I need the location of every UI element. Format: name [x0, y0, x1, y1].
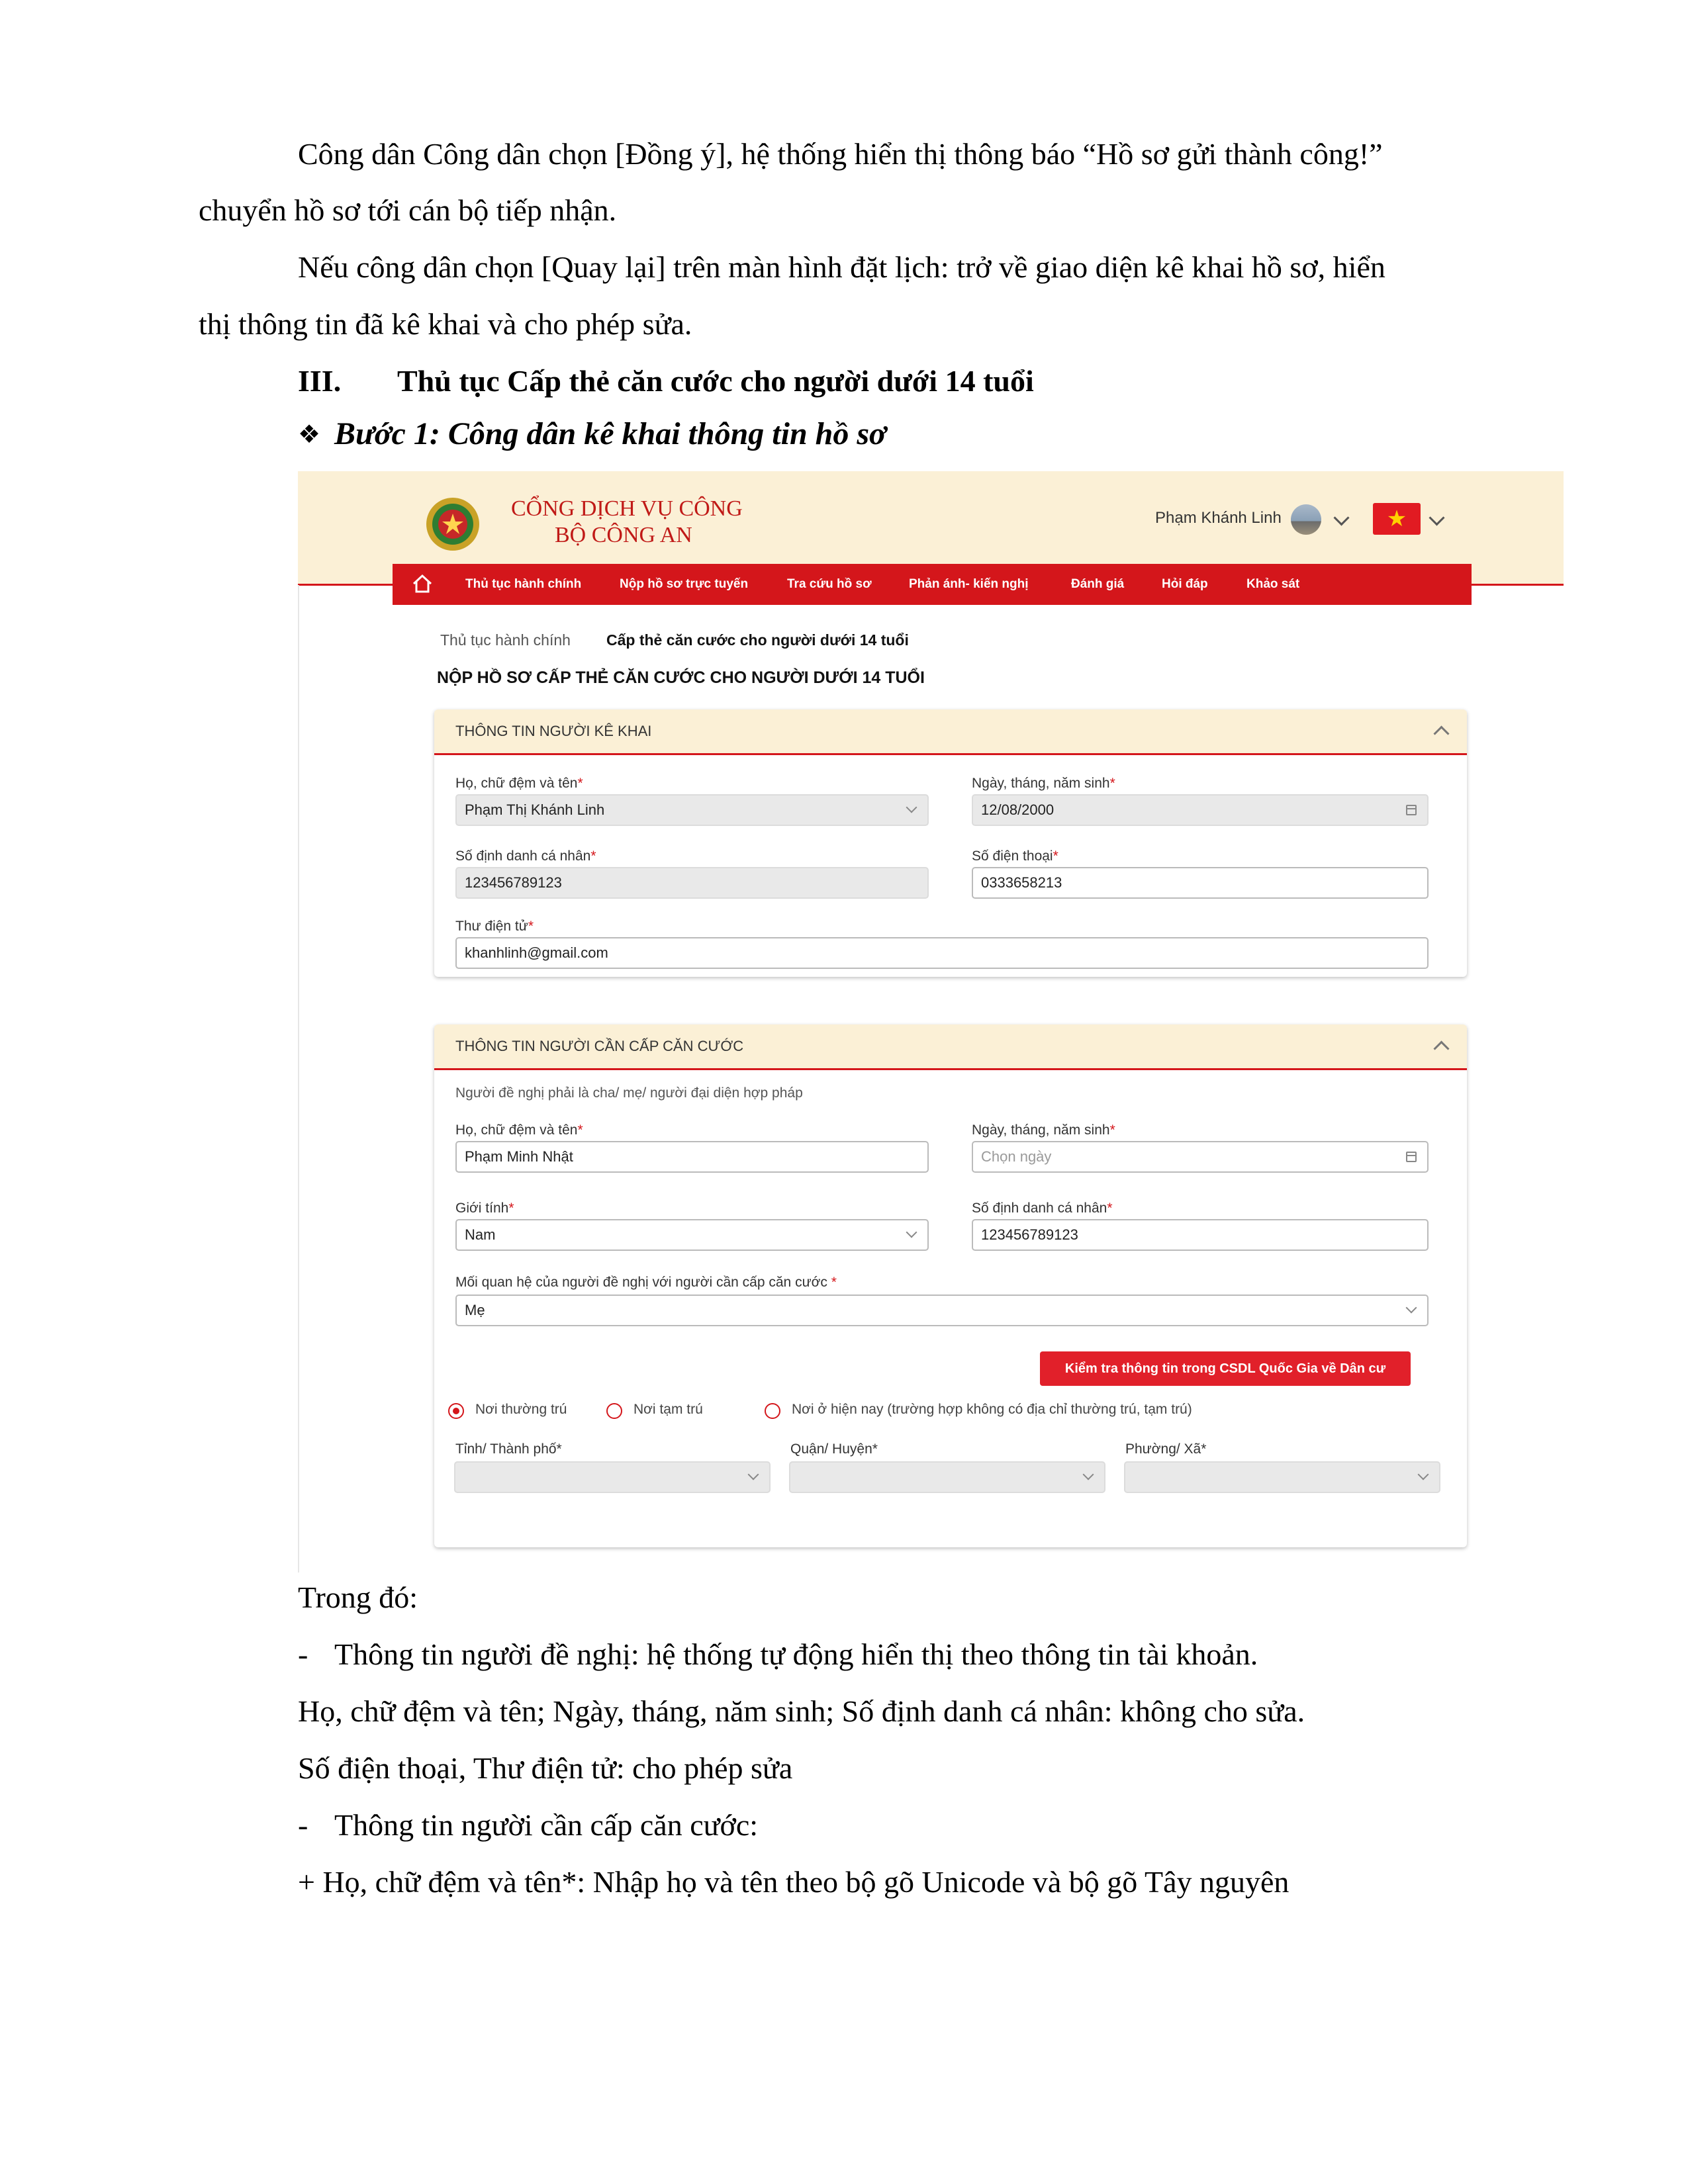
applicant-fullname-input[interactable] — [455, 1141, 929, 1173]
required-mark: * — [1109, 1122, 1115, 1138]
doc-item-2: Thông tin người cần cấp căn cước: — [334, 1808, 759, 1842]
district-label: Quận/ Huyện* — [790, 1441, 878, 1457]
step-title: Bước 1: Công dân kê khai thông tin hồ sơ — [334, 416, 886, 451]
declarant-email-label — [455, 919, 534, 934]
declarant-dob-label — [972, 776, 1115, 792]
relation-label — [455, 1275, 837, 1291]
doc-dash-2: - — [298, 1808, 308, 1842]
calendar-icon — [1406, 805, 1417, 815]
declarant-card-header[interactable] — [434, 709, 1467, 755]
collapse-chevron-up-icon[interactable] — [1433, 1040, 1449, 1056]
chevron-down-icon — [906, 1227, 917, 1238]
field-value: Nam — [465, 1226, 496, 1243]
radio-current-residence[interactable] — [765, 1403, 780, 1419]
field-value: 0333658213 — [981, 874, 1062, 891]
declarant-phone-input[interactable] — [972, 867, 1429, 899]
ward-label: Phường/ Xã* — [1125, 1441, 1207, 1457]
doc-line-a: Họ, chữ đệm và tên; Ngày, tháng, năm sinh; Số định danh cá nhân: không cho sửa. — [298, 1694, 1305, 1728]
label-text: Ngày, tháng, năm sinh — [972, 776, 1110, 791]
brand-line-1: CỔNG DỊCH VỤ CÔNG — [511, 496, 743, 521]
calendar-icon[interactable] — [1406, 1152, 1417, 1162]
field-placeholder: Chọn ngày — [981, 1148, 1052, 1165]
applicant-dob-label — [972, 1122, 1115, 1138]
field-value: khanhlinh@gmail.com — [465, 944, 608, 961]
radio-permanent-residence-label[interactable]: Nơi thường trú — [475, 1402, 567, 1417]
required-mark: * — [528, 919, 534, 934]
declarant-email-input[interactable] — [455, 937, 1429, 969]
guardian-note: Người đề nghị phải là cha/ mẹ/ người đại diện hợp pháp — [455, 1085, 803, 1101]
doc-paragraph-2-line-2: thị thông tin đã kê khai và cho phép sửa. — [199, 307, 692, 341]
radio-temporary-residence-label[interactable]: Nơi tạm trú — [633, 1402, 703, 1417]
radio-current-residence-label[interactable]: Nơi ở hiện nay (trường hợp không có địa chỉ thường trú, tạm trú) — [792, 1402, 1192, 1417]
applicant-id-label — [972, 1201, 1113, 1216]
label-text: Số điện thoại — [972, 848, 1053, 864]
chevron-down-icon — [906, 802, 917, 813]
home-icon[interactable] — [411, 573, 434, 594]
doc-item-1: Thông tin người đề nghị: hệ thống tự động hiển thị theo thông tin tài khoản. — [334, 1637, 1258, 1671]
field-value: 123456789123 — [465, 874, 562, 891]
required-mark: * — [577, 1122, 583, 1138]
chevron-down-icon — [1418, 1469, 1429, 1480]
declarant-info-card — [434, 709, 1467, 977]
user-name[interactable]: Phạm Khánh Linh — [1155, 509, 1282, 527]
field-value: Phạm Thị Khánh Linh — [465, 801, 605, 818]
radio-permanent-residence[interactable] — [448, 1403, 464, 1419]
breadcrumb-root[interactable]: Thủ tục hành chính — [440, 631, 571, 649]
chevron-down-icon — [1083, 1469, 1094, 1480]
nav-item-tra-cuu[interactable]: Tra cứu hồ sơ — [787, 577, 872, 591]
chevron-down-icon — [1406, 1302, 1417, 1314]
doc-line-c: + Họ, chữ đệm và tên*: Nhập họ và tên theo bộ gõ Unicode và bộ gõ Tây nguyên — [298, 1865, 1289, 1899]
declarant-card-title: THÔNG TIN NGƯỜI KÊ KHAI — [455, 723, 652, 739]
doc-paragraph-1-line-1: Công dân Công dân chọn [Đồng ý], hệ thống hiển thị thông báo “Hồ sơ gửi thành công!” — [298, 137, 1383, 171]
gender-select[interactable] — [455, 1219, 929, 1251]
required-mark: * — [1053, 848, 1058, 864]
check-national-database-button[interactable]: Kiểm tra thông tin trong CSDL Quốc Gia về Dân cư — [1040, 1351, 1411, 1386]
applicant-dob-datepicker[interactable] — [972, 1141, 1429, 1173]
breadcrumb-current: Cấp thẻ căn cước cho người dưới 14 tuổi — [606, 631, 909, 649]
required-mark: * — [577, 776, 583, 791]
section-number: III. — [298, 364, 342, 398]
main-navbar — [393, 564, 1472, 605]
screenshot-edge — [298, 585, 299, 1572]
label-text: Giới tính — [455, 1201, 509, 1216]
declarant-phone-label — [972, 848, 1058, 864]
nav-item-danh-gia[interactable]: Đánh giá — [1071, 577, 1125, 591]
field-value: Mẹ — [465, 1302, 485, 1318]
required-mark: * — [1109, 776, 1115, 791]
required-mark: * — [508, 1201, 514, 1216]
brand-line-2: BỘ CÔNG AN — [555, 523, 692, 547]
doc-trong-do: Trong đó: — [298, 1580, 418, 1614]
chevron-down-icon — [748, 1469, 759, 1480]
step-bullet-icon: ❖ — [298, 420, 321, 449]
label-text: Họ, chữ đệm và tên — [455, 1122, 578, 1138]
flag-star-icon: ★ — [1386, 506, 1407, 532]
doc-paragraph-2-line-1: Nếu công dân chọn [Quay lại] trên màn hình đặt lịch: trở về giao diện kê khai hồ sơ, hiển — [298, 250, 1385, 284]
applicant-fullname-label — [455, 1122, 583, 1138]
required-mark: * — [590, 848, 596, 864]
section-title: Thủ tục Cấp thẻ căn cước cho người dưới 14 tuổi — [397, 364, 1034, 398]
nav-item-thu-tuc[interactable]: Thủ tục hành chính — [465, 577, 582, 591]
label-text: Thư điện tử — [455, 919, 528, 934]
required-mark: * — [1107, 1201, 1113, 1216]
declarant-fullname-label — [455, 776, 583, 792]
police-emblem-icon — [417, 495, 489, 556]
district-select[interactable] — [789, 1461, 1105, 1493]
declarant-id-field — [455, 867, 929, 899]
nav-item-hoi-dap[interactable]: Hỏi đáp — [1162, 577, 1208, 591]
radio-temporary-residence[interactable] — [606, 1403, 622, 1419]
field-value: 123456789123 — [981, 1226, 1078, 1243]
doc-line-b: Số điện thoại, Thư điện tử: cho phép sửa — [298, 1751, 793, 1785]
label-text: Số định danh cá nhân — [455, 848, 591, 864]
language-flag[interactable] — [1373, 503, 1421, 535]
label-text: Mối quan hệ của người đề nghị với người cần cấp căn cước — [455, 1275, 827, 1290]
gender-label — [455, 1201, 514, 1216]
field-value: Phạm Minh Nhật — [465, 1148, 573, 1165]
nav-item-phan-anh[interactable]: Phản ánh- kiến nghị — [909, 577, 1029, 591]
province-select[interactable] — [454, 1461, 771, 1493]
page-title: NỘP HỒ SƠ CẤP THẺ CĂN CƯỚC CHO NGƯỜI DƯỚI 14 TUỔI — [437, 668, 925, 687]
applicant-card-title: THÔNG TIN NGƯỜI CẦN CẤP CĂN CƯỚC — [455, 1038, 744, 1054]
collapse-chevron-up-icon[interactable] — [1433, 725, 1449, 741]
applicant-card-header[interactable] — [434, 1024, 1467, 1070]
label-text: Số định danh cá nhân — [972, 1201, 1107, 1216]
required-mark: * — [827, 1275, 837, 1290]
doc-dash-1: - — [298, 1637, 308, 1671]
province-label: Tỉnh/ Thành phố* — [455, 1441, 562, 1457]
label-text: Ngày, tháng, năm sinh — [972, 1122, 1110, 1138]
ward-select[interactable] — [1124, 1461, 1440, 1493]
declarant-fullname-select — [455, 794, 929, 826]
portal-screenshot — [298, 471, 1564, 1572]
user-avatar[interactable] — [1291, 504, 1321, 535]
field-value: 12/08/2000 — [981, 801, 1055, 818]
nav-item-nop-ho-so[interactable]: Nộp hồ sơ trực tuyến — [620, 577, 749, 591]
nav-item-khao-sat[interactable]: Khảo sát — [1246, 577, 1300, 591]
applicant-id-input[interactable] — [972, 1219, 1429, 1251]
relation-select[interactable] — [455, 1295, 1429, 1326]
doc-paragraph-1-line-2: chuyển hồ sơ tới cán bộ tiếp nhận. — [199, 193, 617, 227]
declarant-dob-field — [972, 794, 1429, 826]
label-text: Họ, chữ đệm và tên — [455, 776, 578, 791]
declarant-id-label — [455, 848, 596, 864]
